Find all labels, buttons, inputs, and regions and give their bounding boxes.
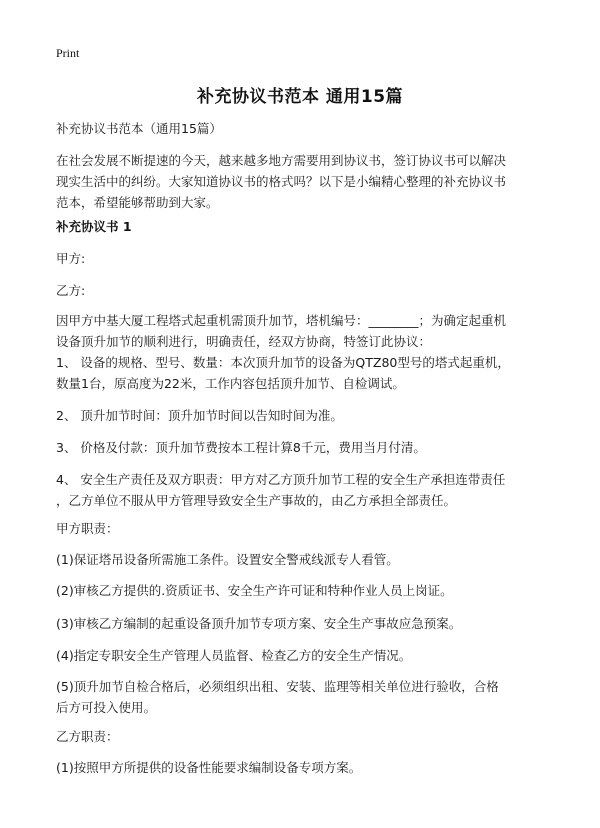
print-link[interactable]: Print <box>56 46 80 60</box>
clause-item-4: 4、 安全生产责任及双方职责：甲方对乙方顶升加节工程的安全生产承担连带责任 ，乙方单位不服从甲方管理导致安全生产事故的，由乙方承担全部责任。 <box>56 472 506 508</box>
section-heading: 补充协议书 1 <box>56 219 132 234</box>
party-a-duty-1: (1)保证塔吊设备所需施工条件。设置安全警戒线派专人看管。 <box>56 552 399 567</box>
party-a-duty-3: (3)审核乙方编制的起重设备顶升加节专项方案、安全生产事故应急预案。 <box>56 616 462 631</box>
party-a-label: 甲方: <box>56 251 86 266</box>
document-subtitle: 补充协议书范本（通用15篇） <box>56 121 222 136</box>
party-a-duty-5: (5)顶升加节自检合格后，必须组织出租、安装、监理等相关单位进行验收，合格 后方可投入使用。 <box>56 679 499 715</box>
party-b-duty-1: (1)按照甲方所提供的设备性能要求编制设备专项方案。 <box>56 760 362 775</box>
clause-item-2: 2、 顶升加节时间：顶升加节时间以告知时间为准。 <box>56 408 343 423</box>
party-a-duties-heading: 甲方职责： <box>56 521 119 536</box>
party-b-duties-heading: 乙方职责： <box>56 729 119 744</box>
party-a-duty-4: (4)指定专职安全生产管理人员监督、检查乙方的安全生产情况。 <box>56 648 412 663</box>
intro-paragraph: 在社会发展不断提速的今天，越来越多地方需要用到协议书，签订协议书可以解决 现实生活中的纠纷。大家知道协议书的格式吗？以下是小编精心整理的补充协议书 范本，希望能够帮助到大家。 <box>56 153 507 210</box>
party-b-label: 乙方: <box>56 283 86 298</box>
clause-intro-paragraph: 因甲方中基大厦工程塔式起重机需顶升加节，塔机编号：________；为确定起重机 设备顶升加节的顺利进行，明确责任，经双方协商，特签订此协议： <box>56 313 507 349</box>
party-a-duty-2: (2)审核乙方提供的.资质证书、安全生产许可证和特种作业人员上岗证。 <box>56 583 453 598</box>
clause-item-1: 1、 设备的规格、型号、数量：本次顶升加节的设备为QTZ80型号的塔式起重机， 数量1台，原高度为22米，工作内容包括顶升加节、自检调试。 <box>56 355 510 391</box>
document-title: 补充协议书范本 通用15篇 <box>196 87 404 107</box>
clause-item-3: 3、 价格及付款：顶升加节费按本工程计算8千元，费用当月付清。 <box>56 440 426 455</box>
